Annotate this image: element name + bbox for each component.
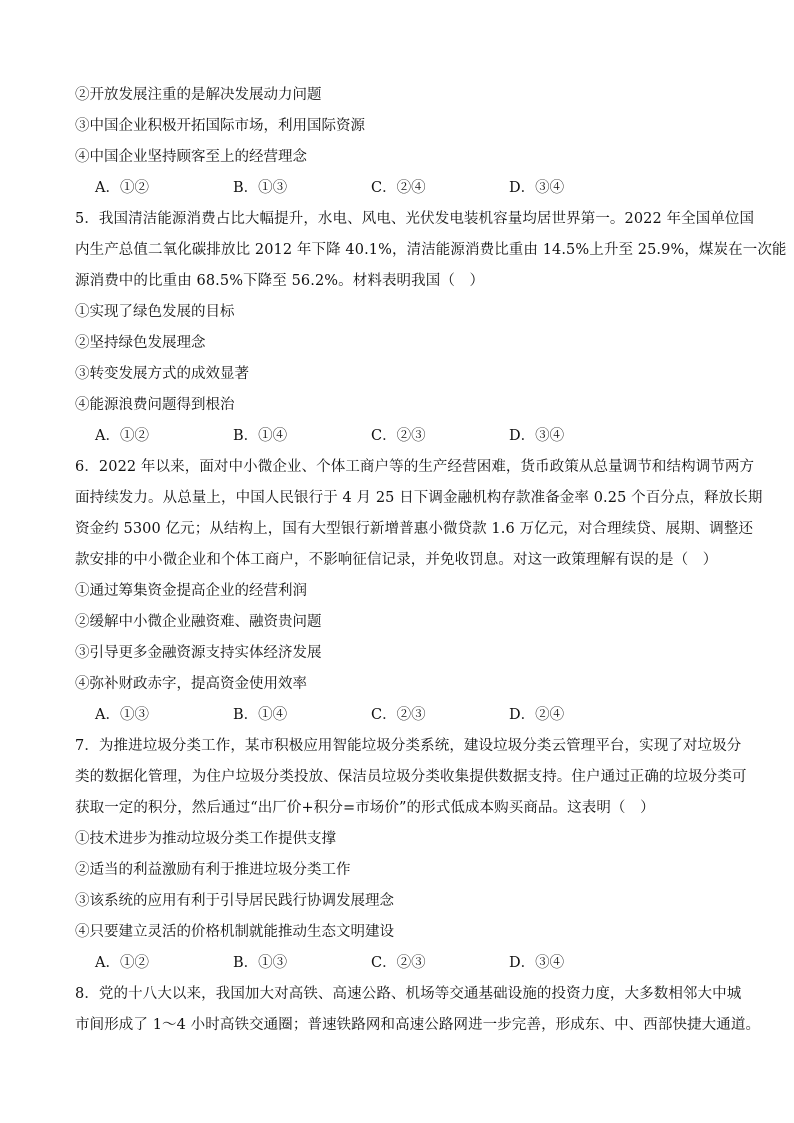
option-b[interactable]: B．①③ <box>233 955 288 971</box>
statement-2: ②坚持绿色发展理念 <box>75 335 206 351</box>
answer-options <box>75 700 725 731</box>
option-c[interactable]: C．②③ <box>371 707 426 723</box>
question-stem-line: 款安排的中小微企业和个体工商户，不影响征信记录，并免收罚息。对这一政策理解有误的是（ ） <box>75 552 718 568</box>
statement-2: ②适当的利益激励有利于推进垃圾分类工作 <box>75 862 351 878</box>
option-b[interactable]: B．①③ <box>233 180 288 196</box>
option-b[interactable]: B．①④ <box>233 428 288 444</box>
option-a[interactable]: A．①② <box>95 428 149 444</box>
question-stem-line: 资金约 5300 亿元；从结构上，国有大型银行新增普惠小微贷款 1.6 万亿元，对合理续贷、展期、调整还 <box>75 521 754 537</box>
statement-4: ④只要建立灵活的价格机制就能推动生态文明建设 <box>75 924 394 940</box>
answer-options <box>75 421 725 452</box>
statement-3: ③该系统的应用有利于引导居民践行协调发展理念 <box>75 893 394 909</box>
option-a[interactable]: A．①② <box>95 180 149 196</box>
question-stem-line: 5．我国清洁能源消费占比大幅提升，水电、风电、光伏发电装机容量均居世界第一。2022 年全国单位国 <box>75 211 755 227</box>
option-c[interactable]: C．②③ <box>371 955 426 971</box>
question-4-tail <box>75 80 725 204</box>
question-stem-line: 面持续发力。从总量上，中国人民银行于 4 月 25 日下调金融机构存款准备金率 0.25 个百分点，释放长期 <box>75 490 763 506</box>
option-c[interactable]: C．②③ <box>371 428 426 444</box>
option-c[interactable]: C．②④ <box>371 180 426 196</box>
option-a[interactable]: A．①② <box>95 955 149 971</box>
statement-4: ④中国企业坚持顾客至上的经营理念 <box>75 149 307 165</box>
statement-4: ④能源浪费问题得到根治 <box>75 397 235 413</box>
question-stem-line: 获取一定的积分，然后通过“出厂价+积分=市场价”的形式低成本购买商品。这表明（ ） <box>75 800 655 816</box>
question-stem-line: 6．2022 年以来，面对中小微企业、个体工商户等的生产经营困难，货币政策从总量调节和结构调节两方 <box>75 459 755 475</box>
question-stem-line: 8．党的十八大以来，我国加大对高铁、高速公路、机场等交通基础设施的投资力度，大多数相邻大中城 <box>75 986 742 1002</box>
statement-3: ③引导更多金融资源支持实体经济发展 <box>75 645 322 661</box>
option-d[interactable]: D．②④ <box>509 707 565 723</box>
statement-3: ③转变发展方式的成效显著 <box>75 366 249 382</box>
question-stem-line: 市间形成了 1～4 小时高铁交通圈；普速铁路网和高速公路网进一步完善，形成东、中、西部快捷大通道。 <box>75 1017 761 1033</box>
statement-2: ②缓解中小微企业融资难、融资贵问题 <box>75 614 322 630</box>
answer-options <box>75 173 725 204</box>
question-7 <box>75 731 747 979</box>
document-page <box>75 80 787 1041</box>
option-d[interactable]: D．③④ <box>509 428 565 444</box>
question-5 <box>75 204 787 452</box>
question-8 <box>75 979 761 1041</box>
option-d[interactable]: D．③④ <box>509 955 565 971</box>
question-stem-line: 内生产总值二氧化碳排放比 2012 年下降 40.1%，清洁能源消费比重由 14.5%上升至 25.9%，煤炭在一次能 <box>75 242 787 258</box>
question-6 <box>75 452 763 731</box>
statement-2: ②开放发展注重的是解决发展动力问题 <box>75 87 322 103</box>
option-b[interactable]: B．①④ <box>233 707 288 723</box>
question-stem-line: 7．为推进垃圾分类工作，某市积极应用智能垃圾分类系统，建设垃圾分类云管理平台，实现了对垃圾分 <box>75 738 742 754</box>
option-d[interactable]: D．③④ <box>509 180 565 196</box>
statement-3: ③中国企业积极开拓国际市场，利用国际资源 <box>75 118 365 134</box>
statement-1: ①通过筹集资金提高企业的经营利润 <box>75 583 307 599</box>
answer-options <box>75 948 725 979</box>
statement-4: ④弥补财政赤字，提高资金使用效率 <box>75 676 307 692</box>
statement-1: ①实现了绿色发展的目标 <box>75 304 235 320</box>
question-stem-line: 源消费中的比重由 68.5%下降至 56.2%。材料表明我国（ ） <box>75 273 485 289</box>
question-stem-line: 类的数据化管理，为住户垃圾分类投放、保洁员垃圾分类收集提供数据支持。住户通过正确的垃圾分类可 <box>75 769 747 785</box>
option-a[interactable]: A．①③ <box>95 707 149 723</box>
statement-1: ①技术进步为推动垃圾分类工作提供支撑 <box>75 831 336 847</box>
